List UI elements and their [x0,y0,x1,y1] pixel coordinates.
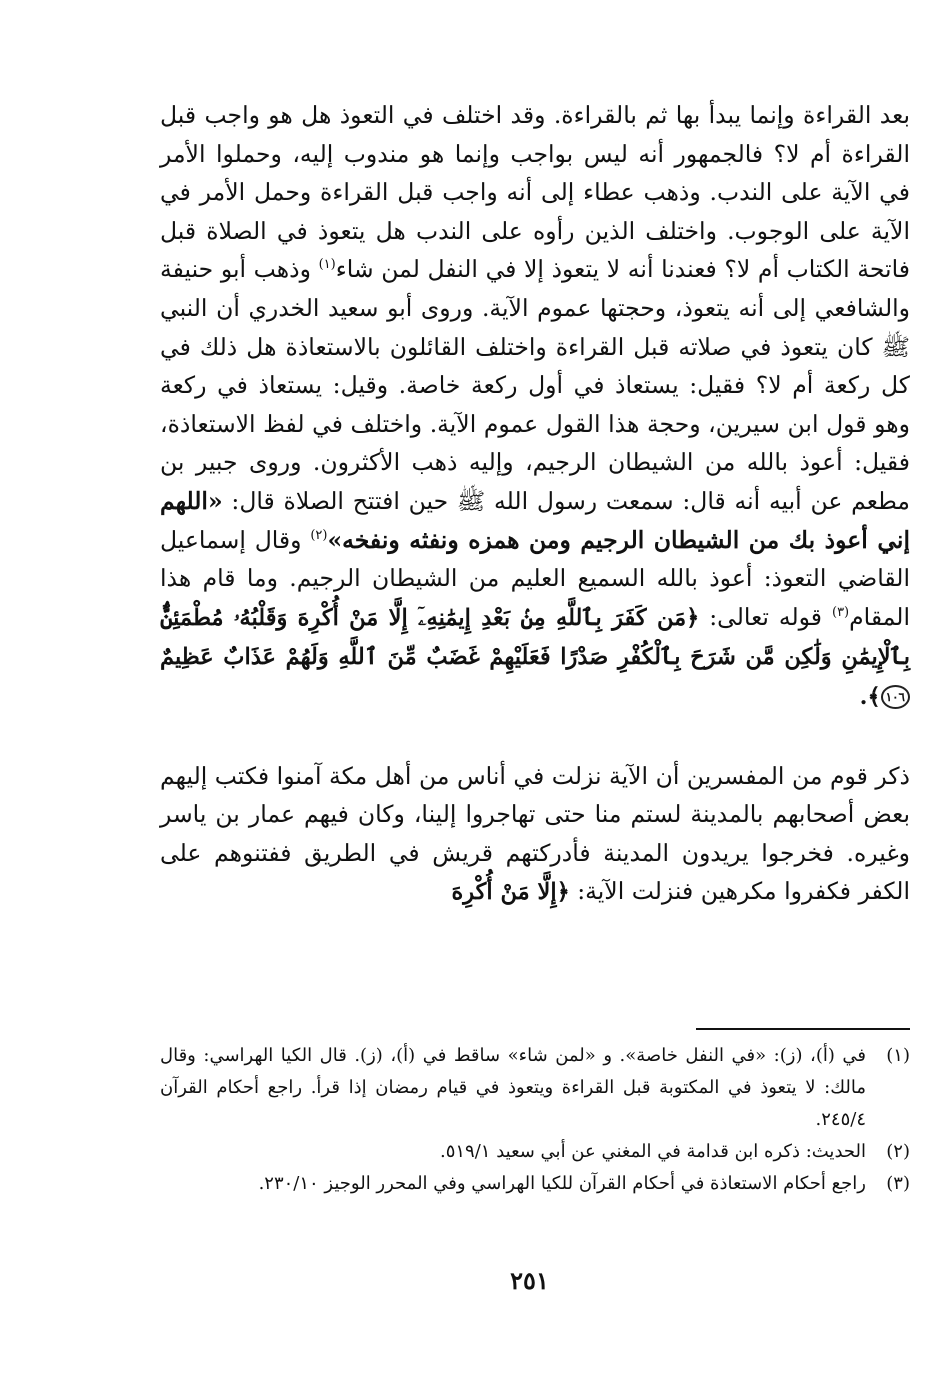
footnote-number: (١) [886,1045,910,1066]
paragraph-2-text: ذكر قوم من المفسرين أن الآية نزلت في أناس من أهل مكة آمنوا فكتب إليهم بعض أصحابهم بالمدينة لستم منا حتى تهاجروا إلينا، وكان فيهم عمار بن ياسر وغيره. فخرجوا يريدون المدينة فأدركتهم قريش في الطريق ففتنوهم على الكفر فكفروا مكرهين فنزلت الآية: [160,761,910,906]
paragraph-1-text-d: قوله تعالى: [699,602,832,631]
footnote-1 [160,1040,910,1136]
footnote-divider [696,1028,910,1030]
footnote-text: في (أ)، (ز): «في النفل خاصة». و «لمن شاء» ساقط في (أ)، (ز). قال الكيا الهراسي: وقال مالك: لا يتعوذ في المكتوبة قبل القراءة ويتعوذ في قيام رمضان إذا قرأ. راجع أحكام القرآن ٢٤٥/٤. [160,1045,866,1130]
footnote-text: راجع أحكام الاستعاذة في أحكام القرآن للكيا الهراسي وفي المحرر الوجيز ٢٣٠/١٠. [258,1173,866,1194]
quran-verse-end: ﴾. [859,683,881,710]
footnote-ref-2: (٢) [310,527,328,543]
footnotes [160,1040,910,1200]
footnote-text: الحديث: ذكره ابن قدامة في المغني عن أبي سعيد ٥١٩/١. [439,1141,866,1162]
main-text [160,96,910,912]
quran-verse-2: ﴿إِلَّا مَنْ أُكْرِهَ [451,879,570,906]
hadith-quote: «اللهم إني أعوذ بك من الشيطان الرجيم ومن همزه ونفثه ونفخه» [160,486,910,554]
footnote-number: (٣) [886,1173,910,1194]
paragraph-1-text-b: وذهب أبو حنيفة والشافعي إلى أنه يتعوذ، وحجتها عموم الآية. وروى أبو سعيد الخدري أن النبي ﷺ كان يتعوذ في صلاته قبل القراءة واختلف القائلون بالاستعاذة هل ذلك في كل ركعة أم لا؟ فقيل: يستعاذ في أول ركعة خاصة. وقيل: يستعاذ في ركعة وهو قول ابن سيرين، وحجة هذا القول عموم الآية. واختلف في لفظ الاستعاذة، فقيل: أعوذ بالله من الشيطان الرجيم، وإليه ذهب الأكثرون. وروى جبير بن مطعم عن أبيه أنه قال: سمعت رسول الله ﷺ حين افتتح الصلاة قال: [160,255,910,515]
ayah-number-badge: ١٠٦ [881,685,910,709]
paragraph-2 [160,757,910,912]
footnote-ref-1: (١) [318,257,336,273]
footnote-ref-3: (٣) [831,604,850,620]
quran-verse: ﴿مَن كَفَرَ بِٱللَّهِ مِنۢ بَعْدِ إِيمَٰنِهِۦٓ إِلَّا مَنْ أُكْرِهَ وَقَلْبُهُۥ مُطْمَئِنٌّۢ بِٱلْإِيمَٰنِ وَلَٰكِن مَّن شَرَحَ بِٱلْكُفْرِ صَدْرًا فَعَلَيْهِمْ غَضَبٌ مِّنَ ٱللَّهِ وَلَهُمْ عَذَابٌ عَظِيمٌ [160,604,910,671]
footnote-number: (٢) [886,1141,910,1162]
paragraph-1 [160,96,910,717]
page-number: ٢٥١ [510,1266,549,1295]
footnote-2 [160,1136,910,1168]
paragraph-1-text-c: وقال إسماعيل القاضي التعوذ: أعوذ بالله السميع العليم من الشيطان الرجيم. وما قام هذا المقام [160,525,910,631]
paragraph-1-text-a: بعد القراءة وإنما يبدأ بها ثم بالقراءة. وقد اختلف في التعوذ هل هو واجب قبل القراءة أم لا؟ فالجمهور أنه ليس بواجب وإنما هو مندوب إليه، وحملوا الأمر في الآية على الندب. وذهب عطاء إلى أنه واجب قبل القراءة وحمل الأمر في الآية على الوجوب. واختلف الذين رأوه على الندب هل يتعوذ في الصلاة قبل فاتحة الكتاب أم لا؟ فعندنا أنه لا يتعوذ إلا في النفل لمن شاء [160,101,910,284]
footnote-3 [160,1168,910,1200]
paragraph-gap [160,717,910,757]
